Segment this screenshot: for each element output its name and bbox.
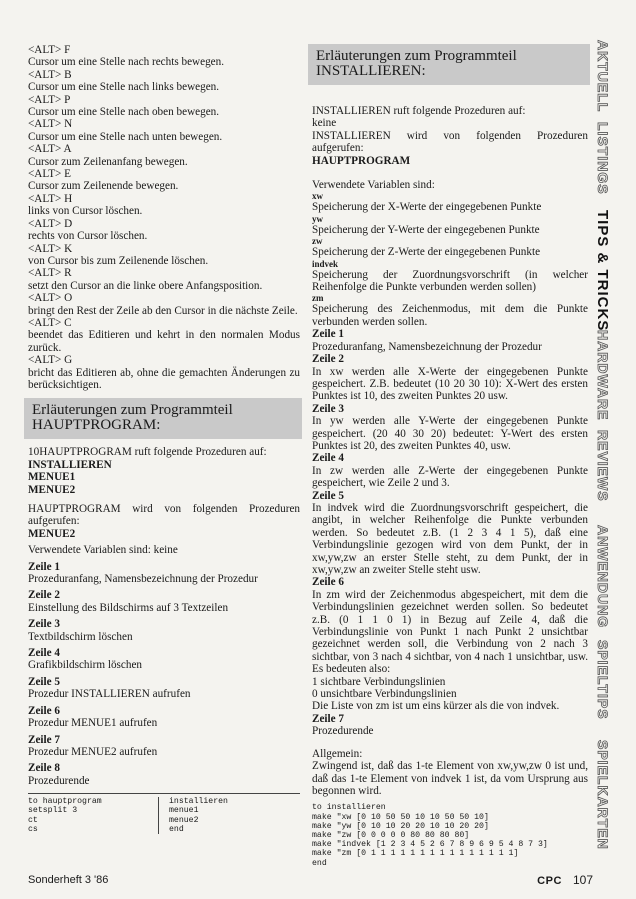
alt-key: <ALT> E (28, 168, 71, 181)
alt-key-desc: rechts von Cursor löschen. (28, 230, 148, 243)
alt-key: <ALT> P (28, 93, 71, 106)
alt-key-desc: bringt den Rest der Zeile ab den Cursor in die nächste Zeile. (28, 304, 298, 317)
variables-intro: Verwendete Variablen sind: (312, 179, 435, 192)
zeile-text: Prozedurende (28, 774, 90, 787)
sidebar-section-label: SPIELTIPS (595, 640, 611, 720)
variable-desc: Speicherung des Zeichenmodus, mit dem die Punkte verbunden werden sollen. (312, 303, 588, 328)
called-by-item: MENUE2 (28, 527, 76, 540)
zeile-label: Zeile 7 (28, 733, 61, 746)
zeile-text: Prozedur INSTALLIEREN aufrufen (28, 688, 191, 701)
alt-key: <ALT> R (28, 267, 72, 280)
footer-right (537, 873, 593, 887)
zeilen-list (312, 328, 588, 675)
zeile-label: Zeile 8 (28, 762, 61, 775)
code-column (158, 797, 228, 834)
zeilen-list (28, 561, 300, 788)
alt-key-desc: setzt den Cursor an die linke obere Anfangsposition. (28, 279, 263, 292)
sidebar-section-label: TIPS & TRICKS (594, 210, 611, 332)
page-number: 107 (572, 873, 593, 887)
alt-key-desc: bricht das Editieren ab, ohne die gemachten Änderungen zu berücksichtigen. (28, 366, 300, 391)
zeile-text: In yw werden alle Y-Werte der eingegebenen Punkte gespeichert. (20 40 30 20) bedeutet: Y-Wert des ersten Punktes ist 20, des zweiten Punktes 40, usw. (312, 415, 588, 452)
code-line: to hauptprogram (28, 797, 102, 807)
alt-key: <ALT> D (28, 217, 73, 230)
alt-key-desc: von Cursor bis zum Zeilenende löschen. (28, 254, 209, 267)
code-line: menue1 (169, 806, 199, 816)
zeile-label: Zeile 6 (28, 704, 61, 717)
alt-key: <ALT> B (28, 68, 72, 81)
left-column (28, 44, 300, 834)
code-line: setsplit 3 (28, 806, 78, 816)
code-line: end (312, 858, 327, 868)
alt-key: <ALT> O (28, 292, 73, 305)
zeile-text: In zw werden alle Z-Werte der eingegebenen Punkte gespeichert, wie Zeile 2 und 3. (312, 464, 588, 490)
alt-key: <ALT> F (28, 44, 71, 56)
zeile-label: Zeile 6 (312, 576, 345, 589)
called-by-item: HAUPTPROGRAM (312, 154, 411, 167)
variables-line: Verwendete Variablen sind: keine (28, 544, 178, 557)
variable-name: yw (312, 213, 323, 224)
sidebar-section-label: REVIEWS (595, 430, 611, 502)
zeile-text: Prozeduranfang, Namensbezeichnung der Prozedur (28, 573, 258, 586)
brand-label: CPC (537, 875, 562, 887)
zeile-label: Zeile 4 (28, 647, 61, 660)
call-item: keine (312, 117, 337, 130)
code-line: installieren (169, 797, 228, 807)
alt-key-desc: beendet das Editieren und kehrt in den normalen Modus zurück. (28, 329, 300, 354)
sidebar-section-label: SPIELKARTEN (595, 740, 611, 850)
zeile-text: Textbildschirm löschen (28, 630, 133, 643)
zeile-label: Zeile 2 (312, 353, 345, 366)
sidebar-section-label: AKTUELL (595, 40, 611, 113)
code-line: make "yw [0 10 10 20 20 10 10 20 20] (312, 821, 489, 831)
allgemein-text: Zwingend ist, daß das 1-te Element von xw,yw,zw 0 ist und, daß das 1-te Element von indvek 1 ist, da vom Ursprung aus begonnen wird. (312, 760, 588, 797)
code-listing-hauptprogram (28, 793, 300, 834)
heading-line: Erläuterungen zum Programmteil (316, 48, 517, 64)
call-item: MENUE1 (28, 471, 76, 484)
code-line: ct (28, 815, 38, 825)
variable-name: zm (312, 293, 324, 304)
variable-desc: Speicherung der Z-Werte der eingegebenen Punkte (312, 246, 541, 259)
variable-desc: Speicherung der Zuordnungsvorschrift (in welcher Reihenfolge die Punkte verbunden werden sollen) (312, 268, 588, 294)
zeile-text: In zm wird der Zeichenmodus abgespeichert, mit dem die Verbindungslinien gezeichnet werden sollen. So bedeutet z.B. (0 1 1 0 1) in Bezug auf Zeile 4, daß die Verbindungslinie von Punkt 1 nach Punkt 2 unsichtbar gezeichnet werden soll, die Verbindung von 2 nach 3 sichtbar, von 3 nach 4 sichtbar, von 4 nach 1 unsichtbar, usw. Es bedeuten also: (312, 588, 588, 676)
code-line: cs (28, 824, 38, 834)
calls-intro: INSTALLIEREN ruft folgende Prozeduren auf: (312, 105, 526, 117)
zeile-label: Zeile 3 (28, 618, 61, 631)
code-line: make "zw [0 0 0 0 0 80 80 80 80] (312, 830, 470, 840)
section-sidebar (593, 40, 611, 850)
code-line: end (169, 824, 184, 834)
heading-line: INSTALLIEREN: (316, 63, 426, 79)
section-heading-installieren (308, 44, 590, 85)
alt-key-desc: links von Cursor löschen. (28, 205, 143, 218)
called-by-intro: HAUPTPROGRAM wird von folgenden Prozeduren aufgerufen: (28, 503, 300, 528)
zeile-text: In indvek wird die Zuordnungsvorschrift gespeichert, die angibt, in welcher Reihenfolge die Punkte verbunden werden. So bedeutet z.B. (1 2 3 4 1 5), daß eine Verbindungslinie gezogen wird von dem Punkt, der in xw,yw,zw an erster Stelle steht, zu dem Punkt, der in xw,yw,zw an zweiter Stelle steht usw. (312, 501, 588, 576)
sidebar-section-label: ANWENDUNG (595, 525, 611, 629)
call-item: INSTALLIEREN (28, 458, 112, 471)
code-line: make "indvek [1 2 3 4 5 2 6 7 8 9 6 9 5 4 8 7 3] (312, 840, 548, 850)
zeile-label: Zeile 5 (28, 675, 61, 688)
alt-key-list (28, 44, 300, 391)
alt-key-desc: Cursor um eine Stelle nach oben bewegen. (28, 106, 220, 119)
variable-desc: Speicherung der X-Werte der eingegebenen Punkte (312, 201, 542, 214)
alt-key-desc: Cursor zum Zeilenende bewegen. (28, 180, 179, 193)
heading-line: HAUPTPROGRAM: (32, 417, 161, 434)
zeile-label: Zeile 1 (28, 560, 61, 573)
code-listing-installieren (312, 803, 588, 867)
variable-desc: Speicherung der Y-Werte der eingegebenen Punkte (312, 223, 540, 236)
zeile-label: Zeile 5 (312, 489, 345, 502)
heading-line: Erläuterungen zum Programmteil (32, 402, 233, 419)
code-column (28, 797, 158, 834)
sidebar-section-label: HARDWARE (595, 330, 611, 421)
alt-key: <ALT> G (28, 354, 73, 367)
code-line: make "xw [0 10 50 50 10 10 50 50 10] (312, 812, 489, 822)
sidebar-section-label: LISTINGS (595, 122, 611, 195)
alt-key: <ALT> H (28, 192, 73, 205)
zeile-text: In xw werden alle X-Werte der eingegebenen Punkte gespeichert. Z.B. bedeutet (10 20 30 10): X-Wert des ersten Punktes ist 10, des zweiten Punktes 20 usw. (312, 365, 588, 403)
variable-name: indvek (312, 258, 339, 269)
legend-item: 1 sichtbare Verbindungslinien (312, 675, 446, 688)
zeile-text: Prozeduranfang, Namensbezeichnung der Prozedur (312, 340, 542, 353)
alt-key: <ALT> K (28, 242, 73, 255)
page-footer (28, 874, 593, 890)
alt-key-desc: Cursor um eine Stelle nach rechts bewegen. (28, 56, 225, 69)
calls-intro: 10HAUPTPROGRAM ruft folgende Prozeduren auf: (28, 446, 267, 459)
zeile-text: Prozedurende (312, 725, 374, 738)
right-column (312, 44, 588, 868)
alt-key-desc: Cursor um eine Stelle nach links bewegen. (28, 81, 220, 94)
variables-list (312, 191, 588, 328)
code-line: make "zm [0 1 1 1 1 1 1 1 1 1 1 1 1 1 1 1] (312, 849, 519, 859)
section-heading-hauptprogram (24, 398, 302, 439)
called-by-intro: INSTALLIEREN wird von folgenden Prozeduren aufgerufen: (312, 129, 588, 155)
alt-key: <ALT> A (28, 143, 72, 156)
variable-name: zw (312, 236, 323, 247)
zeile-label: Zeile 2 (28, 589, 61, 602)
zeile-text: Einstellung des Bildschirms auf 3 Textzeilen (28, 601, 229, 614)
alt-key: <ALT> N (28, 118, 73, 131)
variable-name: xw (312, 191, 323, 202)
allgemein-label: Allgemein: (312, 747, 363, 760)
issue-label: Sonderheft 3 '86 (28, 874, 109, 886)
zeile-text: Prozedur MENUE2 aufrufen (28, 745, 158, 758)
code-line: menue2 (169, 815, 199, 825)
zeile-label: Zeile 7 (312, 712, 345, 725)
zeile-text: Grafikbildschirm löschen (28, 659, 143, 672)
code-line: to installieren (312, 803, 386, 813)
zeile-label: Zeile 4 (312, 452, 345, 465)
note-line: Die Liste von zm ist um eins kürzer als die von indvek. (312, 700, 560, 713)
alt-key-desc: Cursor zum Zeilenanfang bewegen. (28, 155, 188, 168)
alt-key-desc: Cursor um eine Stelle nach unten bewegen. (28, 130, 223, 143)
call-item: MENUE2 (28, 483, 76, 496)
legend-item: 0 unsichtbare Verbindungslinien (312, 688, 457, 701)
alt-key: <ALT> C (28, 316, 72, 329)
zeile-label: Zeile 3 (312, 402, 345, 415)
zeile-text: Prozedur MENUE1 aufrufen (28, 717, 158, 730)
zeile-label: Zeile 1 (312, 328, 345, 341)
